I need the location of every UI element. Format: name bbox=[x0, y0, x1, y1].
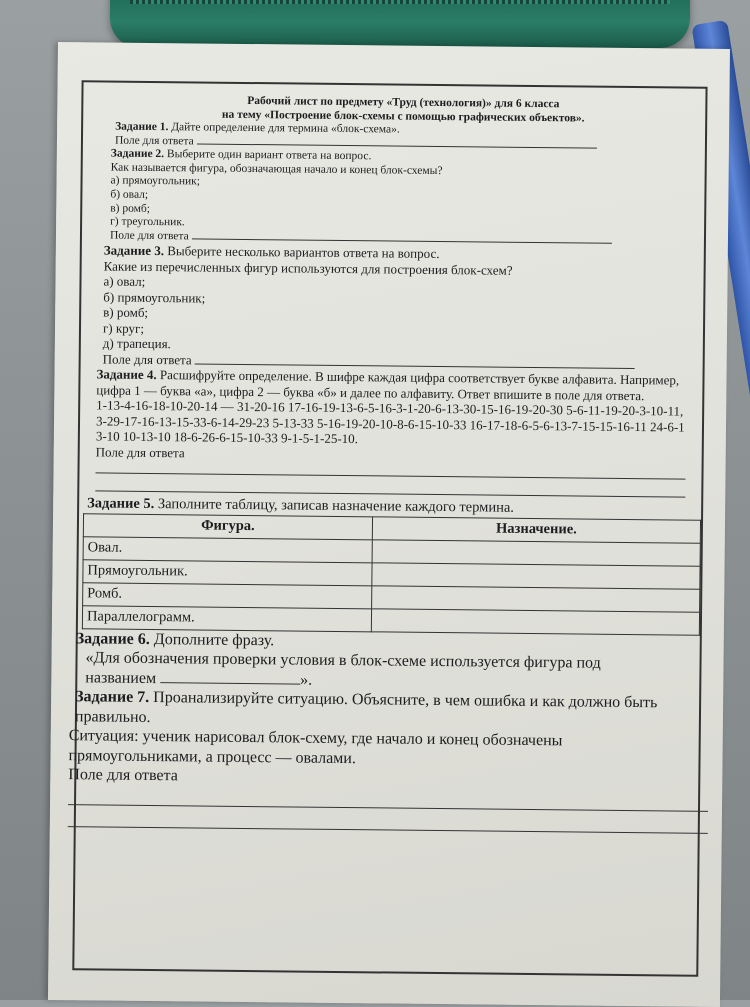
task-2-option-b: б) овал; bbox=[110, 188, 149, 201]
task-7 bbox=[68, 687, 709, 833]
task-1-text: Дайте определение для термина «блок-схема». bbox=[168, 121, 400, 136]
worksheet-paper bbox=[48, 42, 730, 1007]
table-cell-figure: Параллелограмм. bbox=[82, 606, 371, 632]
task-2-question: Как называется фигура, обозначающая начало и конец блок-схемы? bbox=[110, 161, 443, 177]
task-6-blank[interactable] bbox=[160, 682, 300, 684]
zipper bbox=[130, 0, 670, 4]
table-cell-purpose[interactable] bbox=[372, 540, 700, 566]
table-cell-figure: Прямоугольник. bbox=[83, 560, 372, 586]
task-7-label: Задание 7. bbox=[75, 688, 150, 707]
task-6 bbox=[75, 629, 704, 694]
task-7-text: Проанализируйте ситуацию. Объясните, в чем ошибка и как должно быть правильно. bbox=[74, 689, 658, 726]
task-7-answer-label: Поле для ответа bbox=[68, 766, 178, 785]
task-3 bbox=[95, 243, 708, 373]
task-6-text: Дополните фразу. bbox=[149, 630, 275, 650]
task-4-text: Расшифруйте определение. В шифре каждая цифра соответствует букве алфавита. Например, цифра 1 — буква «а», цифра 2 — буква «б» и далее по алфавиту. Ответ впишите в поле для ответа. bbox=[96, 367, 680, 404]
table-cell-figure: Ромб. bbox=[83, 583, 372, 609]
task-1-label: Задание 1. bbox=[115, 120, 169, 134]
task-5-table bbox=[82, 513, 701, 635]
task-2 bbox=[96, 148, 709, 250]
task-4 bbox=[93, 367, 686, 498]
task-2-answer-line[interactable] bbox=[192, 238, 612, 243]
task-1-answer-label: Поле для ответа bbox=[114, 134, 194, 148]
task-2-option-a: а) прямоугольник; bbox=[110, 174, 201, 188]
task-3-option-c: в) ромб; bbox=[103, 304, 149, 321]
task-3-option-d: г) круг; bbox=[102, 320, 145, 336]
task-2-option-c: в) ромб; bbox=[110, 202, 151, 215]
task-6-phrase: «Для обозначения проверки условия в блок-схеме используется фигура под названием bbox=[85, 649, 601, 687]
table-cell-purpose[interactable] bbox=[372, 563, 700, 589]
task-3-option-a: а) овал; bbox=[103, 273, 146, 290]
task-7-answer-line-1[interactable] bbox=[68, 803, 708, 812]
title-line-2: на тему «Построение блок-схемы с помощью графических объектов». bbox=[221, 108, 585, 125]
table-cell-purpose[interactable] bbox=[371, 609, 699, 635]
task-2-option-d: г) треугольник. bbox=[110, 215, 185, 229]
table-cell-figure: Овал. bbox=[83, 537, 372, 563]
task-5-text: Заполните таблицу, записав назначение каждого термина. bbox=[154, 496, 515, 517]
title-line-1: Рабочий лист по предмету «Труд (технология)» для 6 класса bbox=[247, 94, 560, 111]
task-3-question: Какие из перечисленных фигур используются для построения блок-схем? bbox=[103, 258, 513, 278]
pencil-case bbox=[110, 0, 690, 48]
task-4-label: Задание 4. bbox=[96, 366, 157, 383]
task-2-label: Задание 2. bbox=[110, 147, 165, 161]
table-header-figure: Фигура. bbox=[83, 514, 372, 540]
task-4-answer-line-1[interactable] bbox=[95, 472, 685, 480]
task-4-cipher: 1-13-4-16-18-10-20-14 — 31-20-16 17-16-19-13-6-5-16-3-1-20-6-13-30-15-16-19-20-30 5-6-11-19-20-3-10-11, 3-29-17-16-13-15-33-6-14-29-23 5-13-33 5-16-19-20-10-8-6-15-10-33 16-17-18-6-5-6-13-7-15-15-16-11 24-6-13-10 10-13-10 18-6-26-6-15-10-33 9-1-5-1-25-10. bbox=[95, 397, 685, 447]
task-5 bbox=[86, 495, 705, 636]
task-7-situation: Ситуация: ученик нарисовал блок-схему, где начало и конец обозначены прямоугольниками, а процесс — овалами. bbox=[68, 727, 563, 768]
task-6-label: Задание 6. bbox=[75, 630, 150, 648]
task-3-answer-label: Поле для ответа bbox=[102, 351, 192, 368]
task-3-label: Задание 3. bbox=[103, 242, 165, 259]
task-2-text: Выберите один вариант ответа на вопрос. bbox=[164, 148, 372, 163]
task-6-phrase-end: ». bbox=[300, 671, 313, 689]
task-3-option-b: б) прямоугольник; bbox=[103, 289, 206, 306]
task-5-label: Задание 5. bbox=[87, 495, 155, 513]
task-2-answer-label: Поле для ответа bbox=[109, 229, 189, 243]
task-1-answer-line[interactable] bbox=[197, 143, 597, 148]
table-header-purpose: Назначение. bbox=[372, 517, 700, 543]
task-3-option-e: д) трапеция. bbox=[102, 335, 171, 352]
task-4-answer-label: Поле для ответа bbox=[95, 444, 185, 461]
worksheet-content bbox=[68, 92, 710, 833]
task-3-text: Выберите несколько вариантов ответа на вопрос. bbox=[163, 243, 440, 262]
table-cell-purpose[interactable] bbox=[372, 586, 700, 612]
